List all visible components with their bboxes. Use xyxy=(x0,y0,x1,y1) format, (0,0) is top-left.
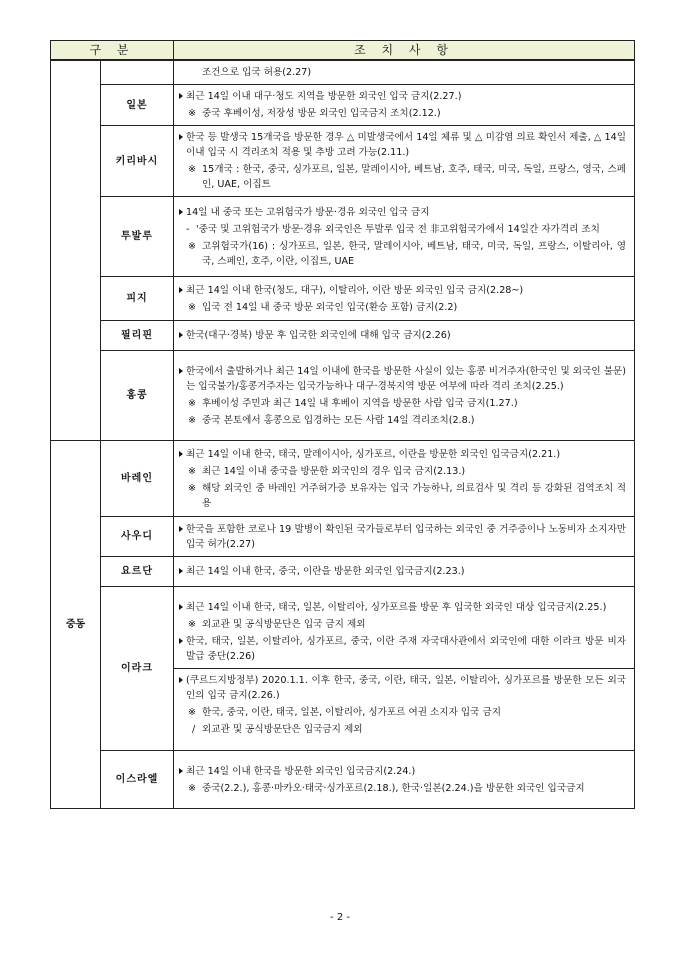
item-mark: ※ xyxy=(188,301,197,313)
item-text: 한국, 태국, 일본, 이탈리아, 싱가포르, 중국, 이란 주재 자국대사관에서 외국인에 대한 이라크 방문 비자 발급 중단(2.26) xyxy=(186,636,626,662)
country-cell: 필리핀 xyxy=(101,321,174,351)
table-row xyxy=(51,557,635,587)
item-text: 최근 14일 이내 한국을 방문한 외국인 입국금지(2.24.) xyxy=(186,765,416,777)
country-cell: 이스라엘 xyxy=(101,751,174,809)
note-item xyxy=(178,300,626,315)
item-text: 고위험국가(16) : 싱가포르, 일본, 한국, 말레이시아, 베트남, 태국, 미국, 독일, 프랑스, 이탈리아, 영국, 스페인, 호주, 이란, 이집트, UAE xyxy=(202,240,626,267)
region-cell: 중동 xyxy=(51,441,101,809)
note-item xyxy=(178,781,626,796)
measures-cell xyxy=(174,197,635,277)
measure-block xyxy=(174,560,634,583)
table-row xyxy=(51,197,635,277)
note-item xyxy=(178,464,626,479)
bullet-item xyxy=(178,89,626,104)
measures-cell xyxy=(174,321,635,351)
measures-cell xyxy=(174,60,635,85)
bullet-item xyxy=(178,130,626,160)
table-row xyxy=(51,321,635,351)
note-item xyxy=(178,239,626,269)
item-mark: / xyxy=(192,724,196,735)
item-text: 최근 14일 이내 한국, 중국, 이란을 방문한 외국인 입국금지(2.23.) xyxy=(186,566,465,577)
sub-item xyxy=(178,222,626,237)
bullet-item xyxy=(178,283,626,298)
item-mark: ※ xyxy=(188,164,197,175)
item-text: 중국(2.2.), 홍콩·마카오·태국·싱가포르(2.18.), 한국·일본(2.24.)을 방문한 외국인 입국금지 xyxy=(202,782,585,794)
header-category: 구 분 xyxy=(51,41,174,61)
bullet-item xyxy=(178,522,626,552)
item-text: 입국 전 14일 내 중국 방문 외국인 입국(환승 포함) 금지(2.2) xyxy=(202,301,458,313)
item-mark: ※ xyxy=(188,707,197,718)
table-row xyxy=(51,277,635,321)
note-item xyxy=(178,396,626,411)
measures-cell xyxy=(174,517,635,557)
item-text: (쿠르드지방정부) 2020.1.1. 이후 한국, 중국, 이란, 태국, 일본, 이탈리아, 싱가포르를 방문한 모든 외국인의 입국 금지(2.26.) xyxy=(186,675,626,701)
bullet-item xyxy=(178,447,626,462)
table-row xyxy=(51,517,635,557)
measures-cell xyxy=(174,277,635,321)
country-cell: 피지 xyxy=(101,277,174,321)
country-cell: 이라크 xyxy=(101,587,174,751)
measures-cell xyxy=(174,351,635,441)
country-cell: 일본 xyxy=(101,85,174,126)
measure-block xyxy=(174,85,634,125)
table-row xyxy=(51,60,635,85)
country-cell: 투발루 xyxy=(101,197,174,277)
item-text: 조건으로 입국 허용(2.27) xyxy=(202,67,312,78)
item-mark: ※ xyxy=(188,108,197,119)
item-text: 한국에서 출발하거나 최근 14일 이내에 한국을 방문한 사실이 있는 홍콩 비거주자(한국인 및 외국인 불문)는 입국불가/홍콩거주자는 입국가능하나 대구·경북지역 방문 여부에 따라 격리 조치(2.25.) xyxy=(186,365,626,392)
item-text: 최근 14일 이내 한국(청도, 대구), 이탈리아, 이란 방문 외국인 입국 금지(2.28~) xyxy=(186,284,524,296)
item-text: '중국 및 고위험국가 방문·경유 외국인은 투발루 입국 전 非고위험국가에서 14일간 자가격리 조치 xyxy=(196,223,600,235)
bullet-item xyxy=(178,764,626,779)
note-item xyxy=(178,481,626,511)
item-text: 최근 14일 이내 대구·청도 지역을 방문한 외국인 입국 금지(2.27.) xyxy=(186,91,462,102)
item-text: 최근 14일 이내 한국, 태국, 말레이시아, 싱가포르, 이란을 방문한 외국인 입국금지(2.21.) xyxy=(186,448,561,460)
item-text: 14일 내 중국 또는 고위험국가 방문·경유 외국인 입국 금지 xyxy=(186,206,430,218)
measures-cell xyxy=(174,126,635,197)
note-item xyxy=(178,705,626,720)
item-mark: ※ xyxy=(188,240,197,252)
item-text: 후베이성 주민과 최근 14일 내 후베이 지역을 방문한 사람 입국 금지(1.27.) xyxy=(202,397,518,409)
bullet-item xyxy=(178,328,626,343)
item-mark: ※ xyxy=(188,482,197,494)
measure-block xyxy=(174,360,634,432)
measures-table xyxy=(50,40,635,809)
bullet-item xyxy=(178,673,626,703)
measures-cell xyxy=(174,751,635,809)
item-text: 최근 14일 이내 한국, 태국, 일본, 이탈리아, 싱가포르를 방문 후 입국한 외국인 대상 입국금지(2.25.) xyxy=(186,602,607,613)
item-mark: ※ xyxy=(188,619,197,630)
measure-block xyxy=(174,324,634,347)
item-text: 외교관 및 공식방문단은 입국 금지 제외 xyxy=(202,619,366,630)
item-text: 한국 등 발생국 15개국을 방문한 경우 △ 미발생국에서 14일 체류 및 △ 미감염 의료 확인서 제출, △ 14일 이내 입국 시 격리조치 적용 및 추방 고려 가능(2.11.) xyxy=(186,132,626,158)
bullet-item xyxy=(178,205,626,220)
country-cell: 키리바시 xyxy=(101,126,174,197)
item-text: 해당 외국인 중 바레인 거주허가증 보유자는 입국 가능하나, 의료검사 및 격리 등 강화된 검역조치 적용 xyxy=(202,482,626,509)
measure-block xyxy=(174,596,634,668)
measures-cell xyxy=(174,441,635,517)
item-text: 중국 후베이성, 저장성 방문 외국인 입국금지 조치(2.12.) xyxy=(202,108,441,119)
table-row xyxy=(51,587,635,751)
item-mark: ※ xyxy=(188,414,197,426)
item-text: 중국 본토에서 홍콩으로 입경하는 모든 사람 14일 격리조치(2.8.) xyxy=(202,414,475,426)
measure-block xyxy=(174,443,634,515)
measure-block xyxy=(174,126,634,196)
country-cell: 요르단 xyxy=(101,557,174,587)
item-mark: ※ xyxy=(188,397,197,409)
table-header-row xyxy=(51,41,635,61)
item-mark: ※ xyxy=(188,782,197,794)
header-measures: 조 치 사 항 xyxy=(174,41,635,61)
bullet-item xyxy=(178,600,626,615)
bullet-item xyxy=(178,364,626,394)
item-text: 외교관 및 공식방문단은 입국금지 제외 xyxy=(202,724,363,735)
item-text: 15개국 : 한국, 중국, 싱가포르, 일본, 말레이시아, 베트남, 호주, 태국, 미국, 독일, 프랑스, 영국, 스페인, UAE, 이집트 xyxy=(202,164,626,190)
measure-block xyxy=(174,760,634,800)
item-mark: - xyxy=(186,223,190,235)
note-item xyxy=(178,106,626,121)
table-row xyxy=(51,85,635,126)
measures-cell xyxy=(174,587,635,751)
country-cell: 홍콩 xyxy=(101,351,174,441)
country-cell: 바레인 xyxy=(101,441,174,517)
measure-block xyxy=(174,201,634,273)
measures-cell xyxy=(174,85,635,126)
item-text: 한국(대구·경북) 방문 후 입국한 외국인에 대해 입국 금지(2.26) xyxy=(186,330,451,341)
measure-block xyxy=(174,279,634,319)
bullet-item xyxy=(178,564,626,579)
region-cell xyxy=(51,60,101,441)
table-row xyxy=(51,751,635,809)
measure-block xyxy=(174,518,634,556)
page-number: - 2 - xyxy=(330,912,350,923)
measure-block xyxy=(174,668,634,741)
table-row xyxy=(51,351,635,441)
country-cell: 사우디 xyxy=(101,517,174,557)
item-mark: ※ xyxy=(188,465,197,477)
item-text: 한국을 포함한 코로나 19 발병이 확인된 국가들로부터 입국하는 외국인 중 거주증이나 노동비자 소지자만 입국 허가(2.27) xyxy=(186,523,626,550)
item-text: 최근 14일 이내 중국을 방문한 외국인의 경우 입국 금지(2.13.) xyxy=(202,465,466,477)
item-text: 한국, 중국, 이란, 태국, 일본, 이탈리아, 싱가포르 여권 소지자 입국 금지 xyxy=(202,707,502,718)
bullet-item xyxy=(178,634,626,664)
sub-item xyxy=(178,722,626,737)
note-item xyxy=(178,413,626,428)
sub-item xyxy=(178,65,626,80)
measures-cell xyxy=(174,557,635,587)
country-cell xyxy=(101,60,174,85)
table-row xyxy=(51,441,635,517)
measure-block xyxy=(174,61,634,84)
table-row xyxy=(51,126,635,197)
note-item xyxy=(178,617,626,632)
note-item xyxy=(178,162,626,192)
